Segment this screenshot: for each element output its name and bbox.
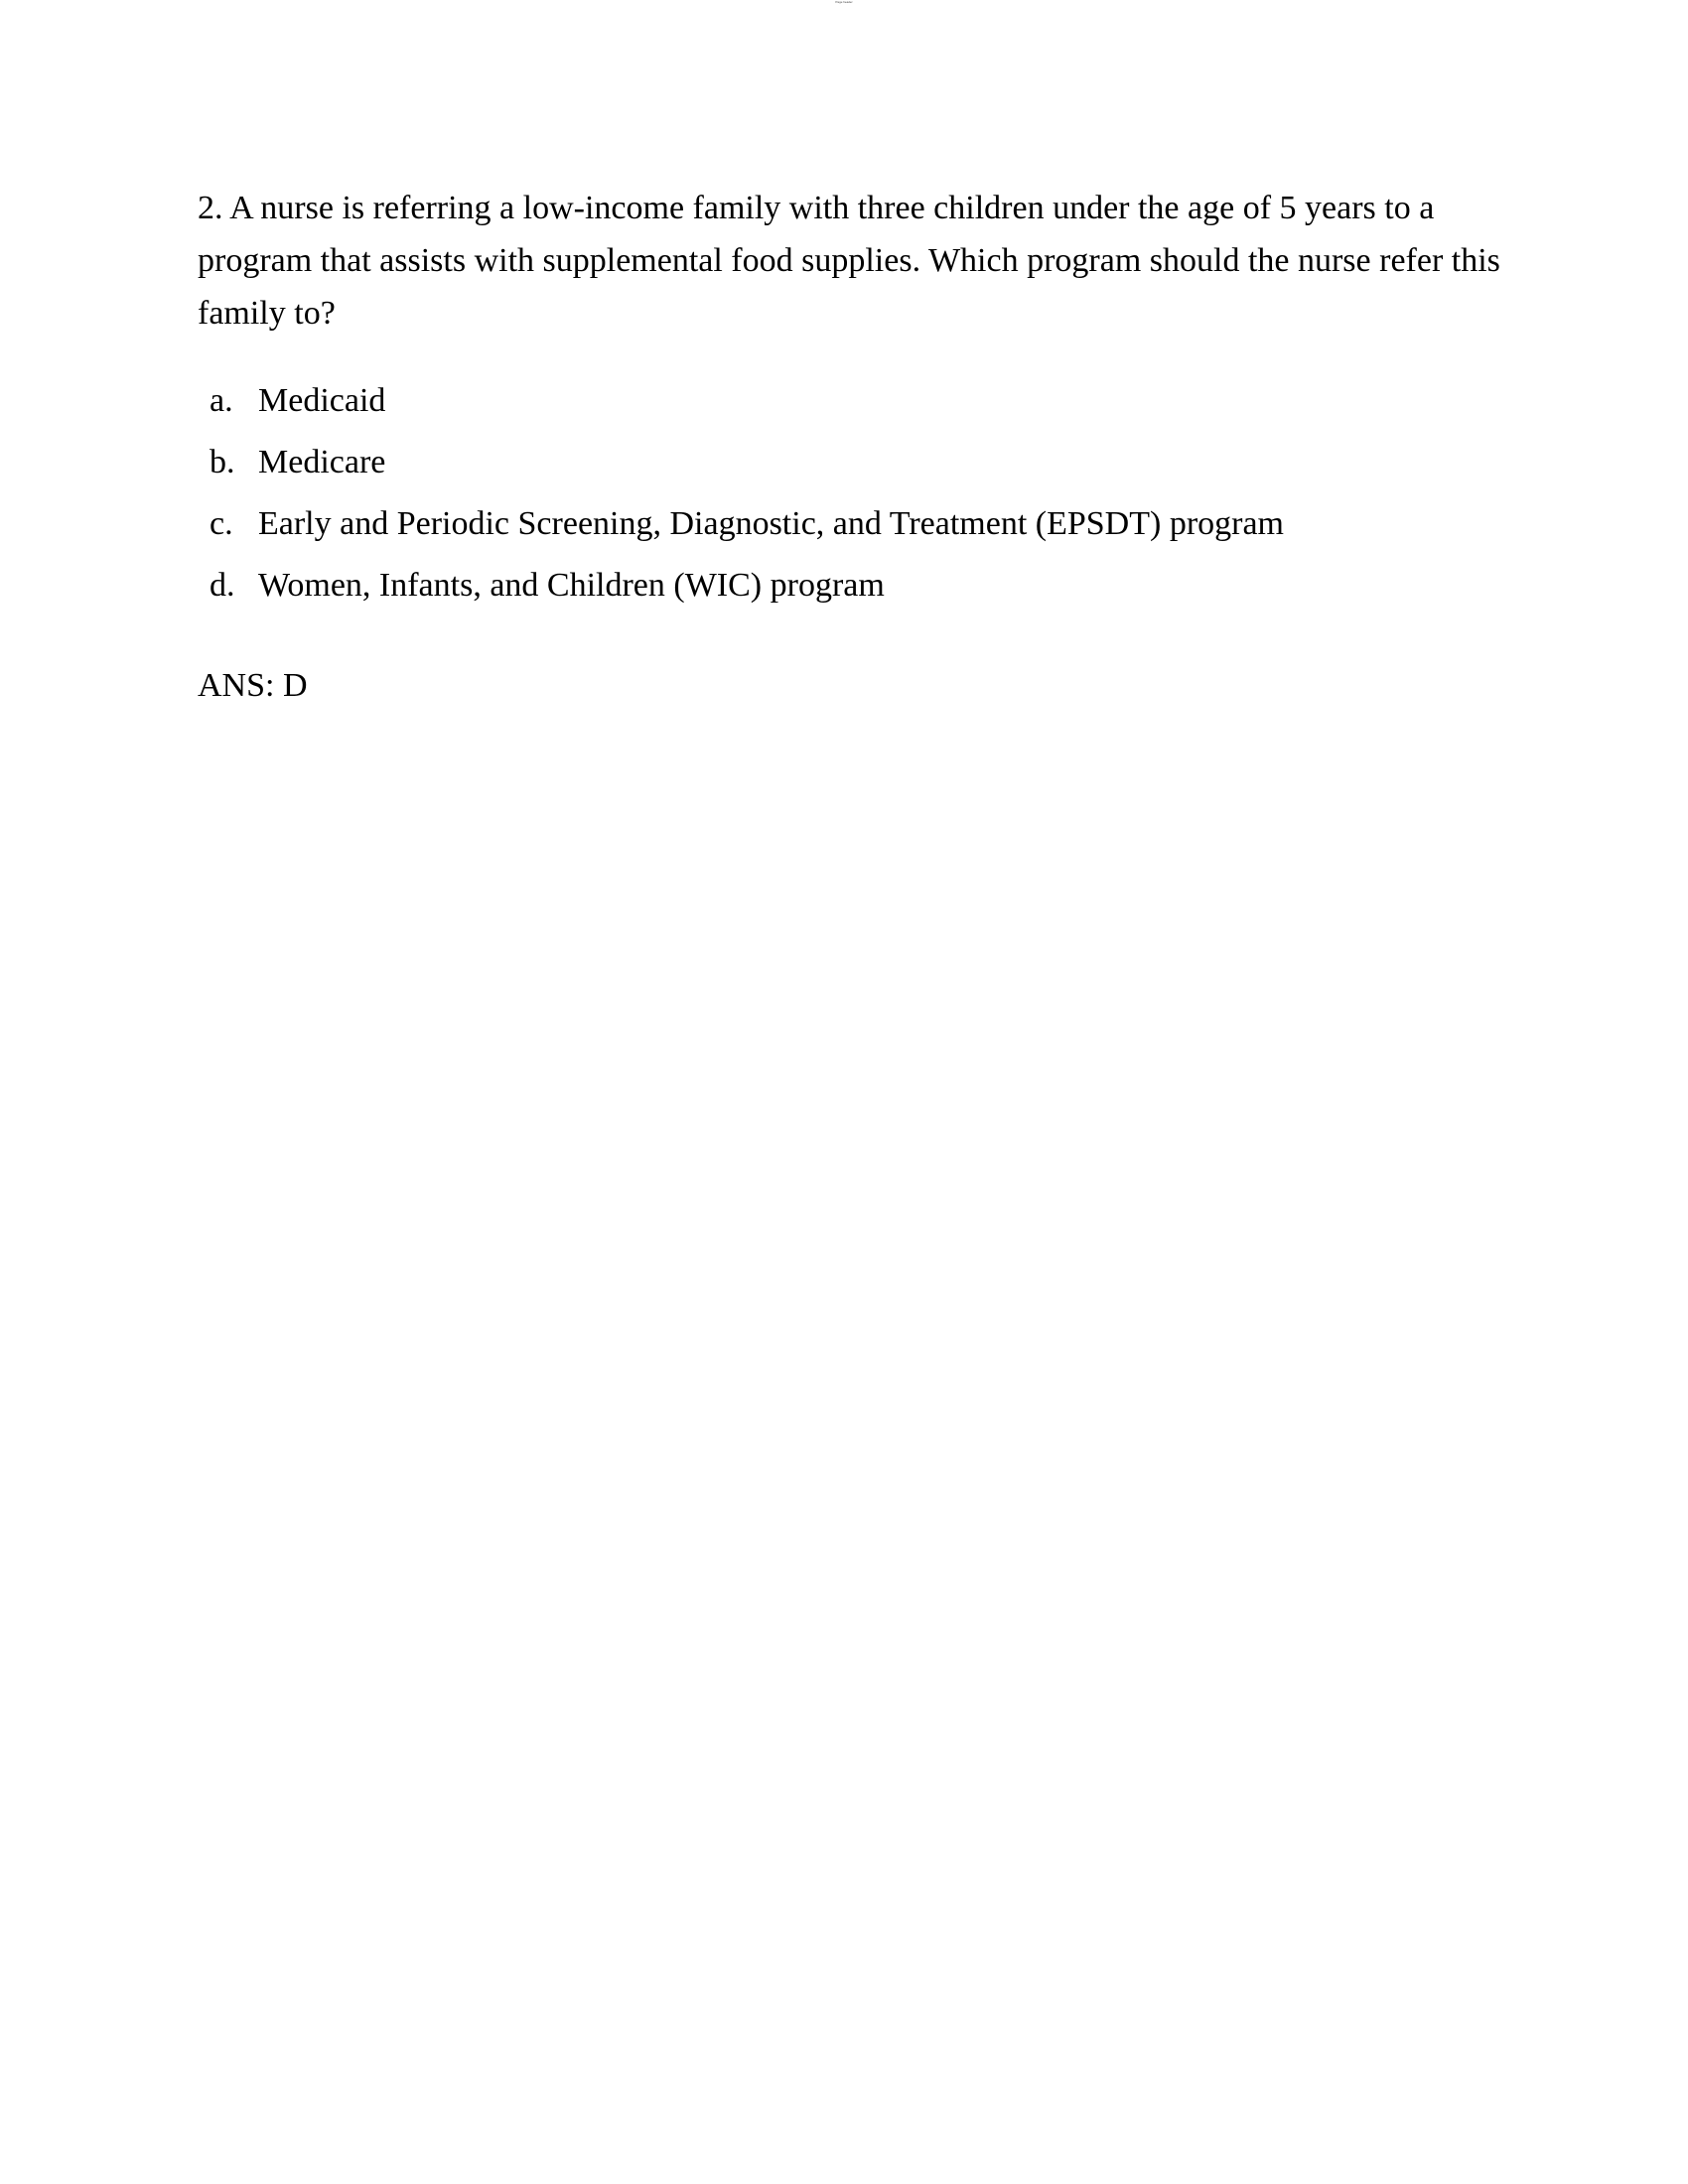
option-c bbox=[198, 497, 1518, 559]
option-text: Medicaid bbox=[258, 382, 386, 419]
answer-key: ANS: D bbox=[198, 667, 308, 704]
option-text: Women, Infants, and Children (WIC) program bbox=[258, 567, 885, 604]
option-b bbox=[198, 436, 1518, 497]
option-d bbox=[198, 559, 1518, 620]
option-text: Early and Periodic Screening, Diagnostic, and Treatment (EPSDT) program bbox=[258, 505, 1284, 542]
option-text: Medicare bbox=[258, 444, 386, 480]
option-letter: b. bbox=[210, 444, 235, 480]
option-letter: c. bbox=[210, 505, 233, 542]
answer-options-list bbox=[198, 374, 1518, 620]
option-letter: a. bbox=[210, 382, 233, 419]
question-text: 2. A nurse is referring a low-income family with three children under the age of 5 years to a program that assists with supplemental food supplies. Which program should the nurse refer this family to? bbox=[198, 190, 1500, 332]
option-letter: d. bbox=[210, 567, 235, 604]
option-a bbox=[198, 374, 1518, 436]
page-header-mark: Page header bbox=[835, 0, 853, 4]
